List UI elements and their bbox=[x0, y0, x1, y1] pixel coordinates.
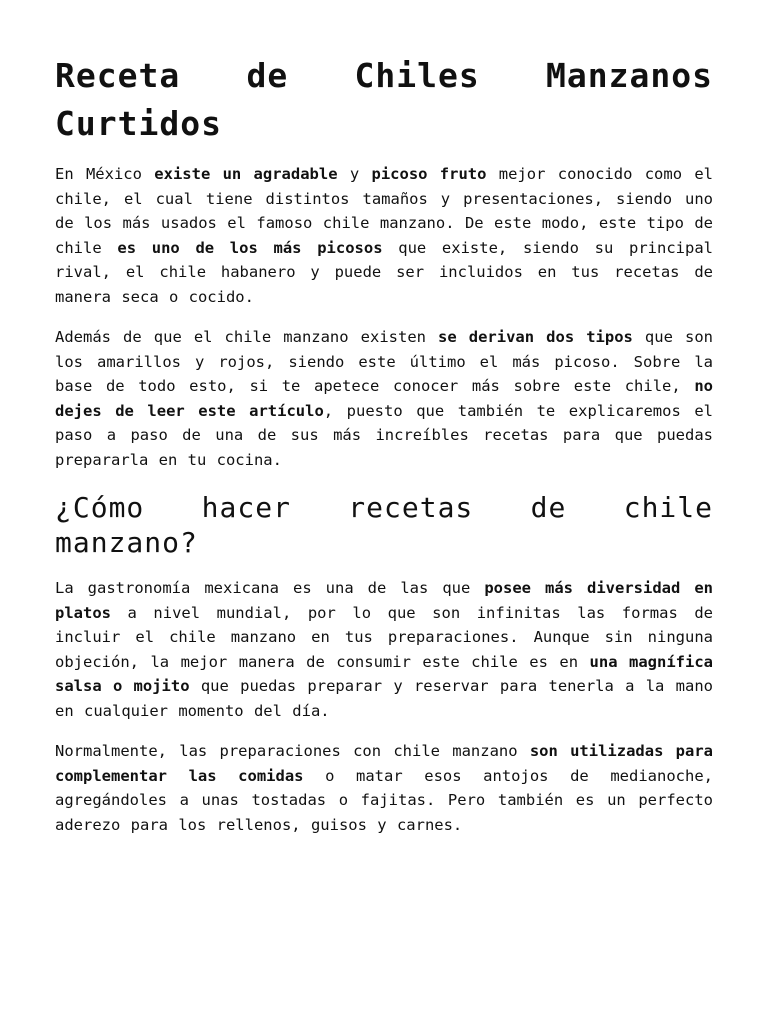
bold-run: se derivan dos tipos bbox=[438, 328, 633, 346]
text-run: que existe, siendo su principal rival, el chile habanero y puede ser incluidos en tus recetas de manera seca o cocido. bbox=[55, 238, 714, 306]
section-paragraph-1 bbox=[55, 576, 713, 723]
text-run: que puedas preparar y reservar para tenerla a la mano en cualquier momento del día. bbox=[55, 677, 713, 720]
text-run: a nivel mundial, por lo que son infinitas las formas de incluir el chile manzano en tus preparaciones. Aunque sin ninguna objeción, la mejor manera de consumir este chile es en bbox=[55, 603, 713, 671]
text-run: o matar esos antojos de medianoche, agregándoles a unas tostadas o fajitas. Pero también es un perfecto aderezo para los rellenos, guisos y carnes. bbox=[55, 766, 713, 834]
text-run: , puesto que también te explicaremos el paso a paso de una de sus más increíbles recetas para que puedas prepararla en tu cocina. bbox=[55, 401, 713, 469]
bold-run: no dejes de leer este artículo bbox=[55, 377, 713, 420]
text-run: y bbox=[337, 165, 372, 183]
bold-run: existe un agradable bbox=[154, 165, 338, 183]
bold-run: picoso fruto bbox=[371, 165, 487, 183]
bold-run: posee más diversidad en platos bbox=[55, 579, 713, 622]
text-run: mejor conocido como el chile, el cual tiene distintos tamaños y presentaciones, siendo uno de los más usados el famoso chile manzano. De este modo, este tipo de chile bbox=[55, 165, 714, 257]
intro-paragraph-1 bbox=[55, 162, 713, 309]
text-run: Además de que el chile manzano existen bbox=[55, 328, 439, 346]
text-run: Normalmente, las preparaciones con chile manzano bbox=[55, 742, 530, 760]
text-run: que son los amarillos y rojos, siendo este último el más picoso. Sobre la base de todo esto, si te apetece conocer más sobre este chile, bbox=[55, 328, 713, 395]
bold-run: una magnífica salsa o mojito bbox=[55, 652, 713, 695]
article-title: Receta de Chiles Manzanos Curtidos bbox=[55, 56, 713, 143]
section-paragraph-2 bbox=[55, 739, 713, 837]
text-run: En México bbox=[55, 165, 155, 183]
section-heading: ¿Cómo hacer recetas de chile manzano? bbox=[55, 491, 713, 559]
bold-run: son utilizadas para complementar las comidas bbox=[55, 742, 713, 785]
intro-paragraph-2 bbox=[55, 325, 713, 472]
bold-run: es uno de los más picosos bbox=[117, 238, 383, 257]
text-run: La gastronomía mexicana es una de las que bbox=[55, 579, 485, 597]
